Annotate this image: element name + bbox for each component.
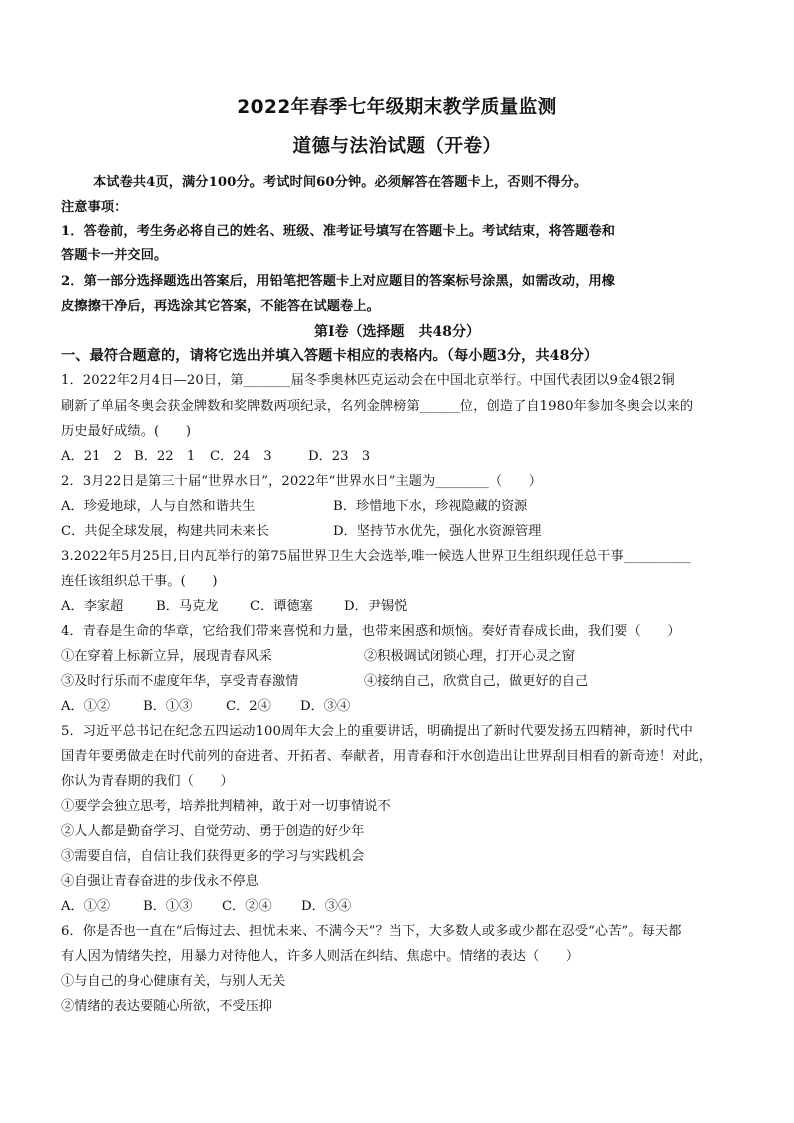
q5-option-c: C．②④ xyxy=(222,899,272,914)
note-1-line-1: 1．答卷前，考生务必将自己的姓名、班级、准考证号填写在答题卡上。考试结束，将答题卷和 xyxy=(61,224,616,239)
exam-title: 2022年春季七年级期末教学质量监测 xyxy=(237,97,557,118)
q1-option-c: C．24 3 xyxy=(210,449,272,464)
exam-intro: 本试卷共4页，满分100分。考试时间60分钟。必须解答在答题卡上，否则不得分。 xyxy=(93,175,588,190)
q5-statement-3: ③需要自信，自信让我们获得更多的学习与实践机会 xyxy=(61,849,365,864)
q4-statement-4: ④接纳自己，欣赏自己，做更好的自己 xyxy=(364,674,589,689)
q3-option-c: C．谭德塞 xyxy=(250,599,313,614)
q4-option-d: D．③④ xyxy=(300,699,351,714)
q6-stem-line-1: 6．你是否也一直在“后悔过去、担忧未来、不满今天”？当下，大多数人或多或少都在忍受“心苦”。每天都 xyxy=(61,924,682,939)
q4-option-b: B．①③ xyxy=(143,699,193,714)
q1-stem-line-1: 1．2022年2月4日—20日，第_______届冬季奥林匹克运动会在中国北京举行。中国代表团以9金4银2铜 xyxy=(61,373,675,388)
q5-option-d: D．③④ xyxy=(301,899,352,914)
q5-option-a: A．①② xyxy=(61,899,111,914)
q2-option-a: A．珍爱地球，人与自然和谐共生 xyxy=(61,499,256,514)
q5-statement-4: ④自强让青春奋进的步伐永不停息 xyxy=(61,874,259,889)
q6-statement-2: ②情绪的表达要随心所欲，不受压抑 xyxy=(61,999,272,1014)
q4-option-a: A．①② xyxy=(61,699,111,714)
q4-statement-3: ③及时行乐而不虚度年华，享受青春激情 xyxy=(61,674,299,689)
q5-stem-line-3: 你认为青春期的我们（ ） xyxy=(61,774,234,789)
q5-stem-line-2: 国青年要勇做走在时代前列的奋进者、开拓者、奉献者，用青春和汗水创造出让世界刮目相看的新奇迹！对此， xyxy=(61,749,713,764)
q2-option-d: D．坚持节水优先，强化水资源管理 xyxy=(333,524,542,539)
note-2-line-2: 皮擦擦干净后，再选涂其它答案，不能答在试题卷上。 xyxy=(61,299,380,314)
note-2-line-1: 2．第一部分选择题选出答案后，用铅笔把答题卡上对应题目的答案标号涂黑，如需改动，用橡 xyxy=(61,274,616,289)
q3-option-b: B．马克龙 xyxy=(156,599,219,614)
q6-stem-line-2: 有人因为情绪失控，用暴力对待他人，许多人则活在纠结、焦虑中。情绪的表达（ ） xyxy=(61,949,580,964)
q4-option-c: C．2④ xyxy=(226,699,271,714)
q6-statement-1: ①与自己的身心健康有关，与别人无关 xyxy=(61,974,286,989)
q1-stem-line-2: 刷新了单届冬奥会获金牌数和奖牌数两项纪录，名列金牌榜第______位，创造了自1980年参加冬奥会以来的 xyxy=(61,399,694,414)
q3-option-d: D．尹锡悦 xyxy=(344,599,408,614)
q1-option-a: A．21 2 xyxy=(61,449,123,464)
q4-statement-2: ②积极调试闭锁心理，打开心灵之窗 xyxy=(364,649,575,664)
note-1-line-2: 答题卡一并交回。 xyxy=(61,248,168,263)
q2-stem: 2．3月22日是第三十届“世界水日”，2022年“世界水日”主题为________（ ） xyxy=(61,474,543,489)
exam-subtitle: 道德与法治试题（开卷） xyxy=(292,136,502,157)
q4-statement-1: ①在穿着上标新立异，展现青春风采 xyxy=(61,649,272,664)
q2-option-c: C．共促全球发展，构建共同未来长 xyxy=(61,524,269,539)
q4-stem: 4．青春是生命的华章，它给我们带来喜悦和力量，也带来困惑和烦恼。奏好青春成长曲，我们要（ ） xyxy=(61,624,681,639)
q5-statement-2: ②人人都是勤奋学习、自觉劳动、勇于创造的好少年 xyxy=(61,824,365,839)
q1-stem-line-3: 历史最好成绩。( ) xyxy=(61,424,192,439)
q2-option-b: B．珍惜地下水，珍视隐藏的资源 xyxy=(333,499,528,514)
q5-stem-line-1: 5．习近平总书记在纪念五四运动100周年大会上的重要讲话，明确提出了新时代要发扬五四精神，新时代中 xyxy=(61,724,693,739)
q5-option-b: B．①③ xyxy=(143,899,193,914)
q3-option-a: A．李家超 xyxy=(61,599,124,614)
section-title: 第Ⅰ卷（选择题 共48分） xyxy=(313,324,481,340)
part-heading: 一、最符合题意的，请将它选出并填入答题卡相应的表格内。（每小题3分，共48分） xyxy=(61,348,599,364)
q5-statement-1: ①要学会独立思考，培养批判精神，敢于对一切事情说不 xyxy=(61,799,391,814)
q1-option-b: B．22 1 xyxy=(134,449,196,464)
q1-option-d: D．23 3 xyxy=(308,449,371,464)
q3-stem-line-1: 3.2022年5月25日,日内瓦举行的第75届世界卫生大会选举,唯一候选人世界卫生组织现任总干事__________ xyxy=(61,549,691,564)
q3-stem-line-2: 连任该组织总干事。( ) xyxy=(61,574,218,589)
notes-heading: 注意事项： xyxy=(61,200,128,215)
